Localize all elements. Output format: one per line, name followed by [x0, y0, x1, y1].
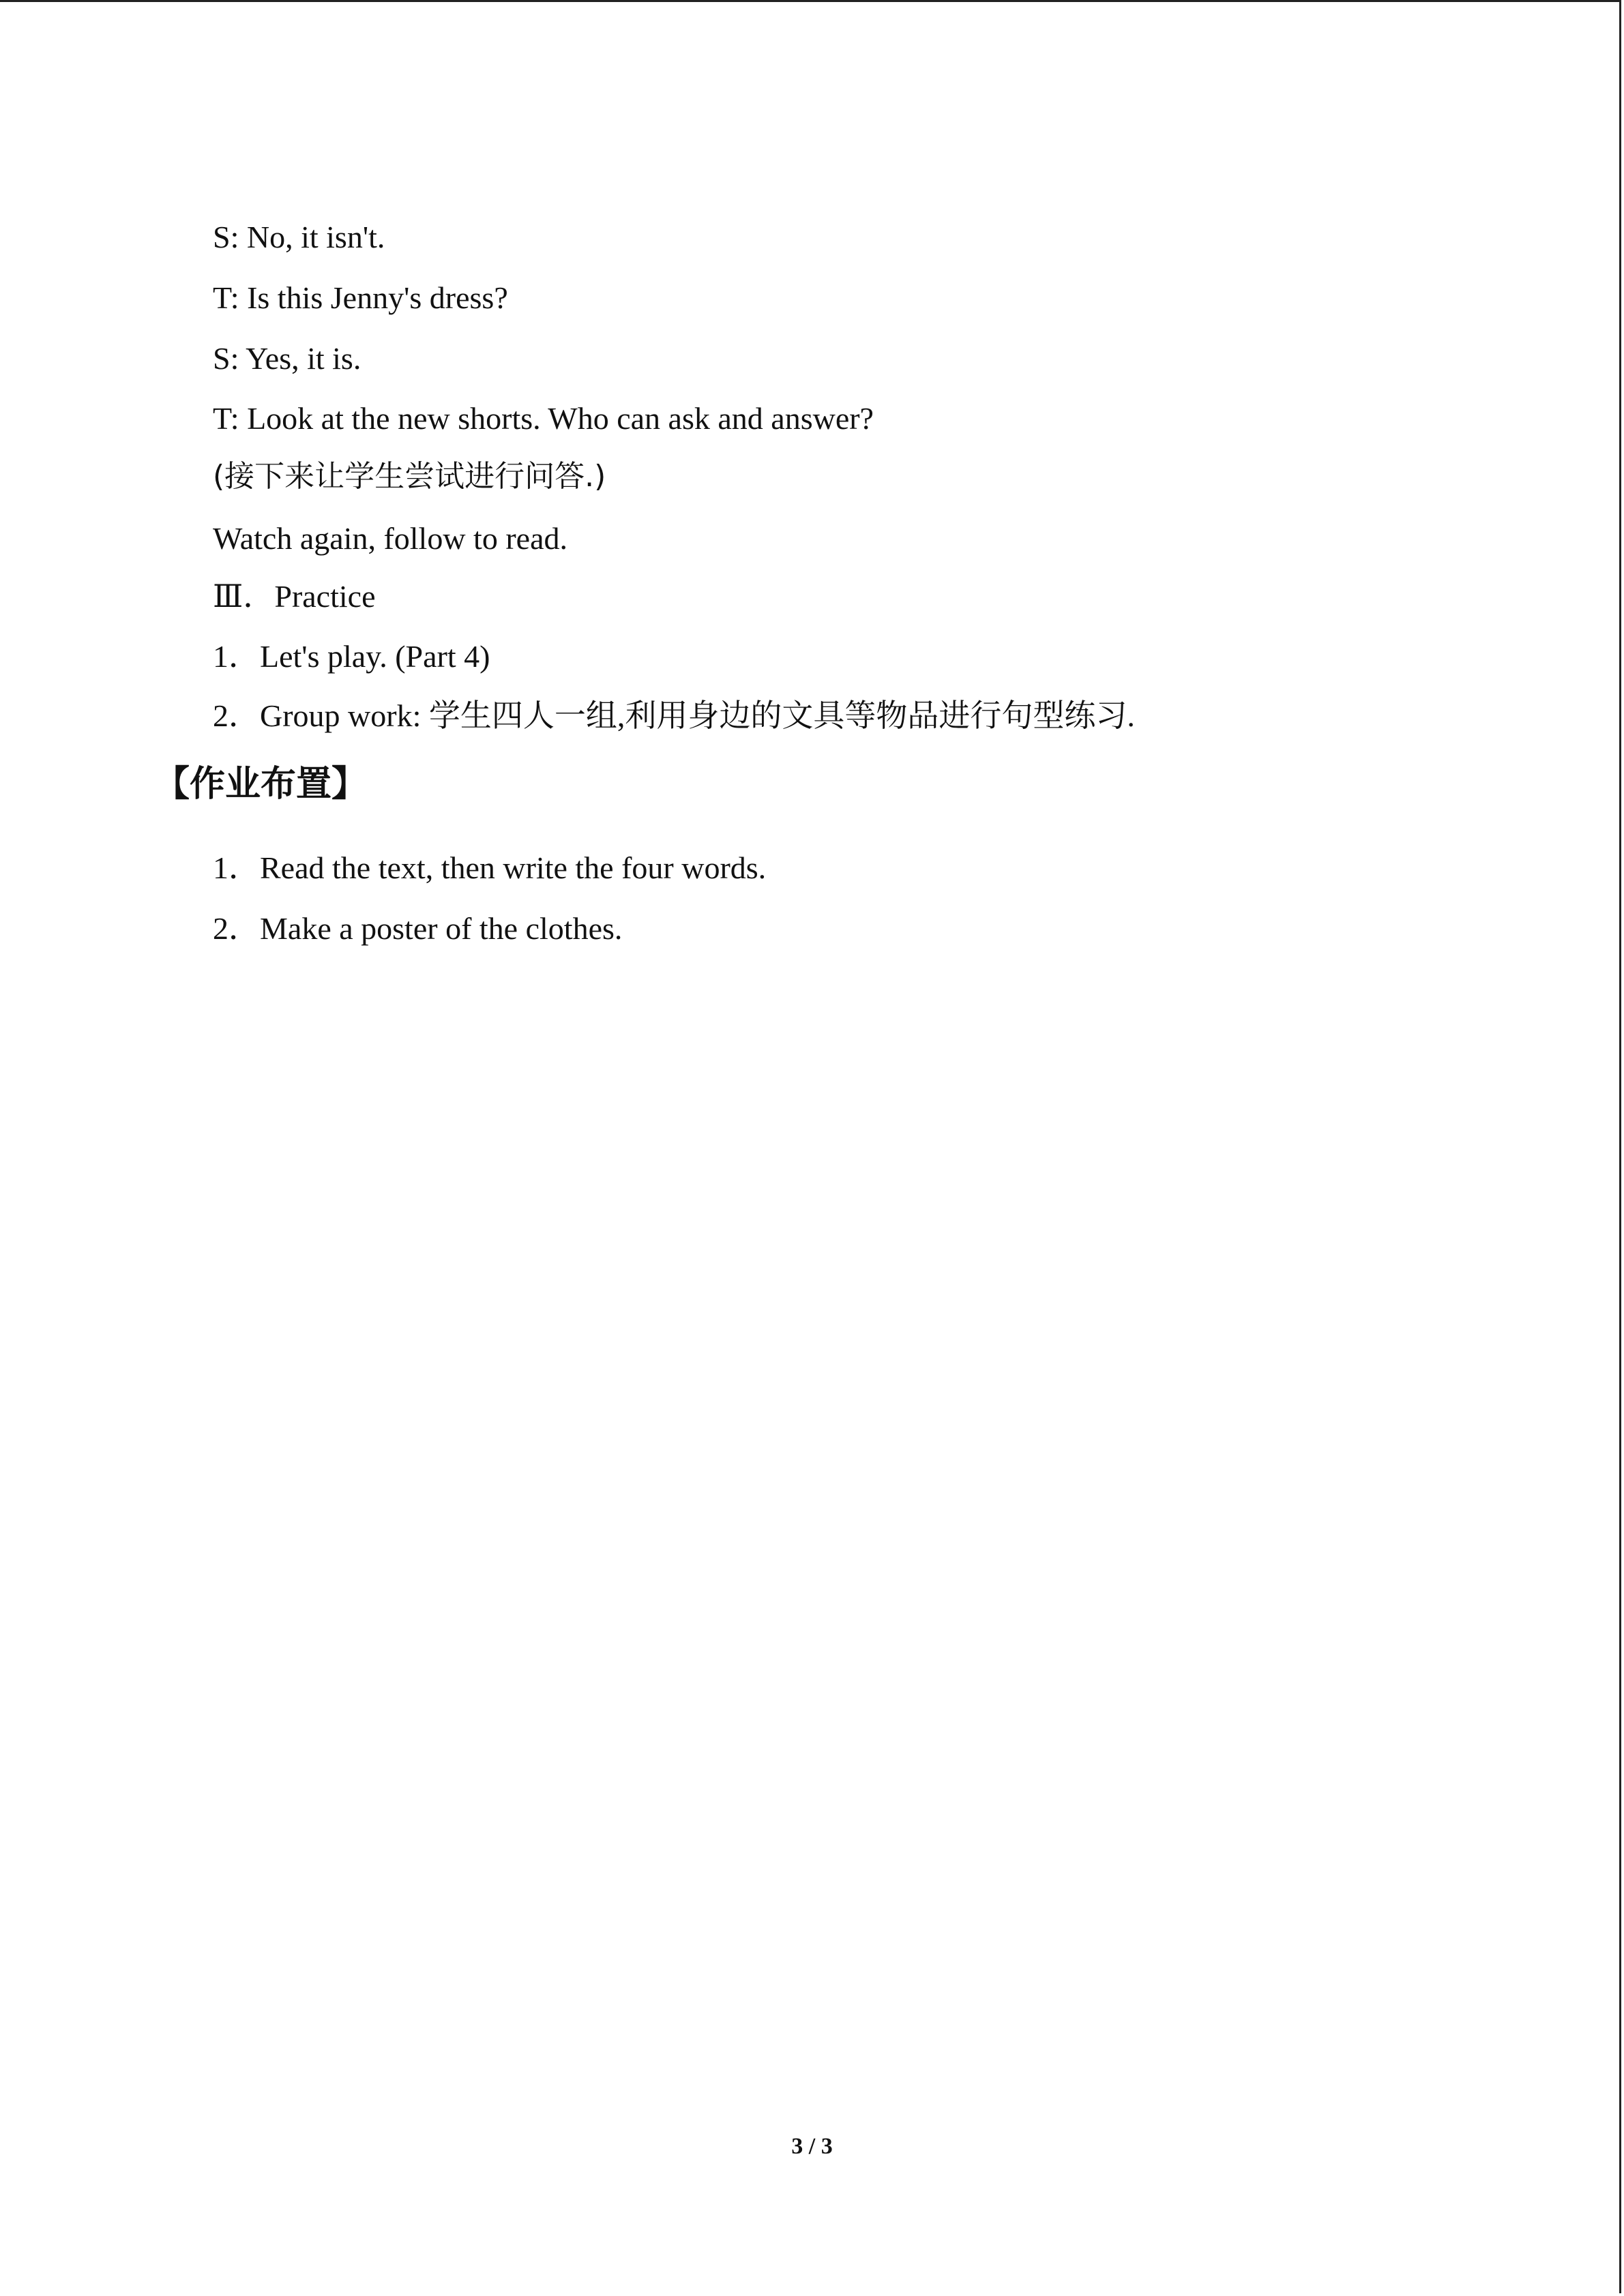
dialogue-line: S: Yes, it is. — [213, 341, 361, 376]
instruction-note-text: (接下来让学生尝试进行问答.) — [213, 459, 606, 494]
practice-item: 2．Group work: 学生四人一组,利用身边的文具等物品进行句型练习. — [213, 698, 1135, 733]
practice-item: 1．Let's play. (Part 4) — [213, 639, 490, 674]
page-number: 3 / 3 — [791, 2134, 833, 2159]
dialogue-line: T: Is this Jenny's dress? — [213, 280, 508, 315]
dialogue-line: T: Look at the new shorts. Who can ask and answer? — [213, 401, 874, 436]
homework-item: 1．Read the text, then write the four words. — [213, 850, 767, 885]
section-title-practice: Ⅲ．Practice — [213, 579, 376, 614]
instruction-line: Watch again, follow to read. — [213, 521, 567, 556]
homework-item: 2．Make a poster of the clothes. — [213, 911, 623, 946]
instruction-note — [213, 456, 606, 497]
homework-heading: 【作业布置】 — [154, 764, 368, 805]
dialogue-line: S: No, it isn't. — [213, 220, 385, 254]
